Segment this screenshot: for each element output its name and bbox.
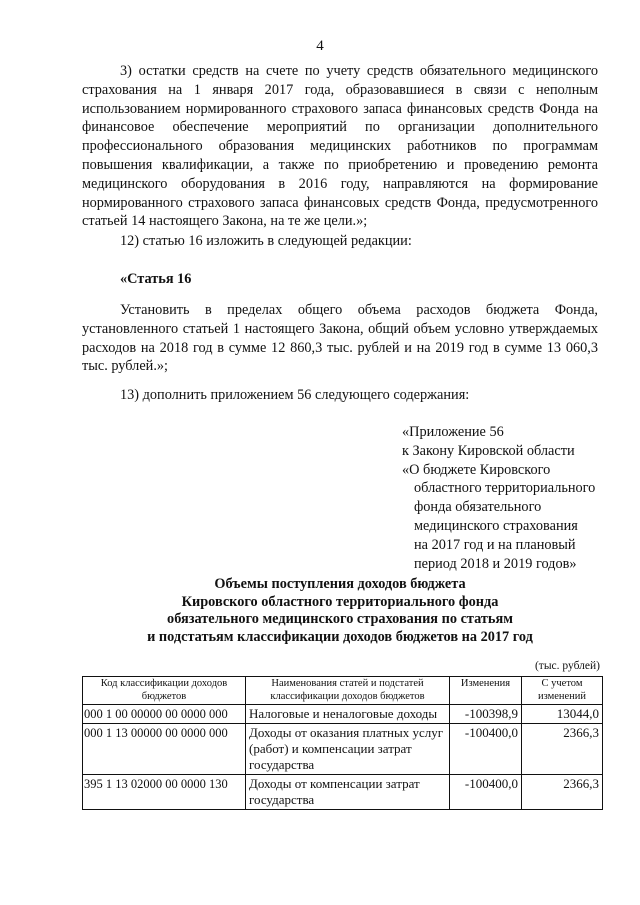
article-heading: «Статья 16 xyxy=(120,271,192,287)
cell-change: -100400,0 xyxy=(450,775,522,810)
article-16-text: Установить в пределах общего объема расходов бюджета Фонда, установленного статьей 1 настоящего Закона, общий объем условно утверждаемых расходов на 2018 год в сумме 12 860,3 тыс. рублей и на 2019 год в сумме 13 060,3 тыс. рублей.»; xyxy=(82,302,598,375)
annex-line: «Приложение 56 xyxy=(402,424,504,440)
annex-line: на 2017 год и на плановый xyxy=(414,536,576,553)
cell-code: 395 1 13 02000 00 0000 130 xyxy=(83,775,246,810)
table-header-row xyxy=(83,677,603,705)
table-title-line: обязательного медицинского страхования по статьям xyxy=(167,611,513,627)
annex-line: фонда обязательного xyxy=(414,499,542,516)
table-row xyxy=(83,724,603,775)
page-number: 4 xyxy=(316,38,324,54)
cell-name: Налоговые и неналоговые доходы xyxy=(246,705,450,724)
cell-code: 000 1 00 00000 00 0000 000 xyxy=(83,705,246,724)
cell-total: 13044,0 xyxy=(522,705,603,724)
table-row xyxy=(83,705,603,724)
cell-change: -100398,9 xyxy=(450,705,522,724)
cell-name: Доходы от оказания платных услуг (работ) и компенсации затрат государства xyxy=(246,724,450,775)
table-title-line: и подстатьям классификации доходов бюджетов на 2017 год xyxy=(147,628,533,645)
annex-line: к Закону Кировской области xyxy=(402,442,575,459)
header-code: Код классификации доходов бюджетов xyxy=(83,677,246,705)
table-title xyxy=(82,576,598,646)
income-table xyxy=(82,676,603,810)
annex-line: областного территориального xyxy=(414,480,596,497)
paragraph-item-12: 12) статью 16 изложить в следующей редакции: xyxy=(120,233,412,249)
cell-change: -100400,0 xyxy=(450,724,522,775)
cell-total: 2366,3 xyxy=(522,775,603,810)
table-row xyxy=(83,775,603,810)
paragraph-item-3: 3) остатки средств на счете по учету средств обязательного медицинского страхования на 1 января 2017 года, образовавшиеся в связи с неполным использованием нормированного страхового запаса финансовых средств Фонда на финансовое обеспечение мероприятий по организации дополнительного профессионального образования медицинских работников по программам повышения квалификации, а также по приобретению и проведению ремонта медицинского оборудования в 2016 году, направляются на формирование нормированного страхового запаса финансовых средств Фонда, предусмотренного статьей 14 настоящего Закона, на те же цели.»; xyxy=(82,63,598,230)
table-title-line: Кировского областного территориального фонда xyxy=(181,593,499,610)
annex-line: период 2018 и 2019 годов» xyxy=(414,555,577,572)
cell-code: 000 1 13 00000 00 0000 000 xyxy=(83,724,246,775)
cell-name: Доходы от компенсации затрат государства xyxy=(246,775,450,810)
table-title-line: Объемы поступления доходов бюджета xyxy=(214,576,466,592)
paragraph-item-13: 13) дополнить приложением 56 следующего содержания: xyxy=(120,387,470,403)
header-total: С учетом изменений xyxy=(522,677,603,705)
cell-total: 2366,3 xyxy=(522,724,603,775)
annex-reference xyxy=(402,423,602,573)
annex-line: «О бюджете Кировского xyxy=(402,461,551,478)
header-name: Наименования статей и подстатей классификации доходов бюджетов xyxy=(246,677,450,705)
header-change: Изменения xyxy=(450,677,522,705)
annex-line: медицинского страхования xyxy=(414,517,578,534)
units-label: (тыс. рублей) xyxy=(534,660,600,672)
